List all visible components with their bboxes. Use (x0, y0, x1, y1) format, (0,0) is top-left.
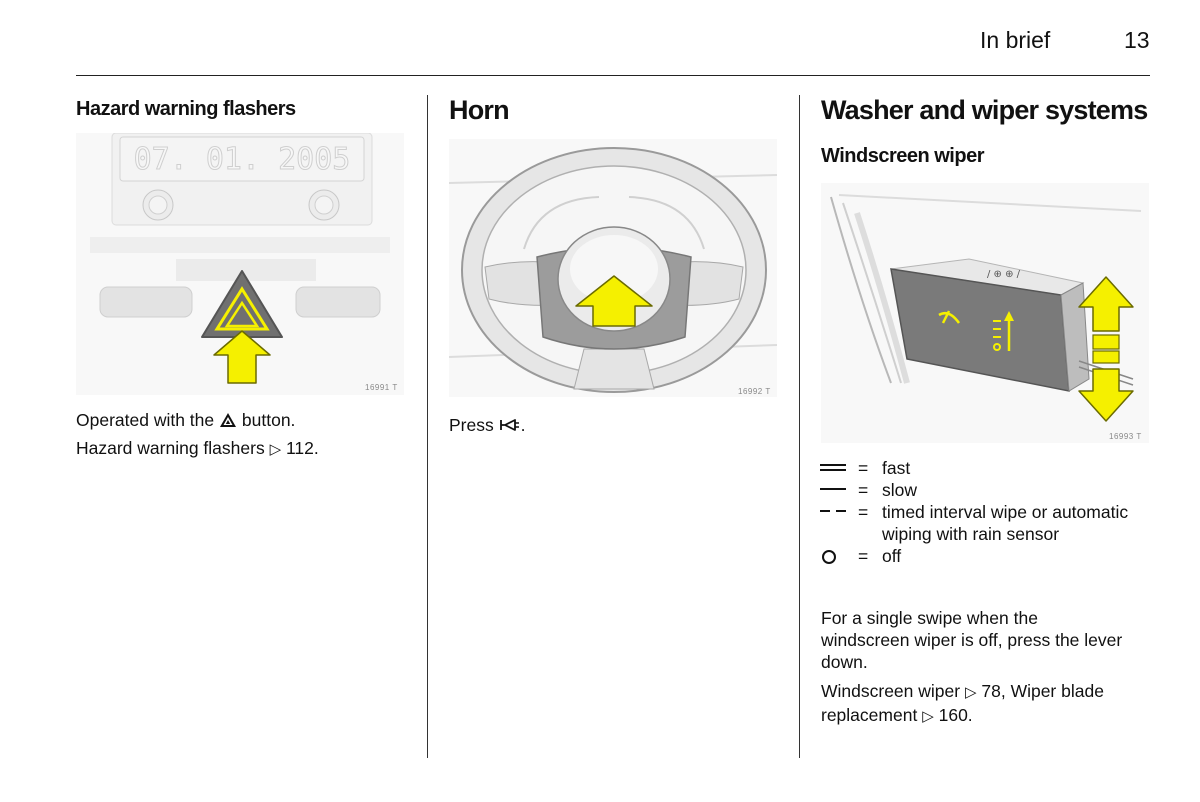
horn-illustration (449, 139, 777, 397)
horn-text (449, 415, 525, 436)
hazard-text-1-pre: Operated with the (76, 410, 215, 430)
svg-text:/ ⊕ ⊕ /: / ⊕ ⊕ / (987, 269, 1021, 280)
page-number: 13 (1124, 27, 1150, 53)
hazard-text-1 (76, 410, 295, 431)
hazard-icon (219, 412, 237, 428)
wiper-ref-text-b: 78, Wiper blade replacement (821, 681, 1104, 725)
hazard-heading: Hazard warning flashers (76, 98, 296, 120)
wiper-ref-text-a: Windscreen wiper (821, 681, 961, 701)
dashed-line-icon (820, 501, 858, 523)
legend-eq: = (858, 546, 869, 566)
wiper-legend (820, 457, 1150, 567)
legend-eq: = (858, 480, 869, 500)
wiper-subheading: Windscreen wiper (821, 145, 984, 167)
horn-icon (499, 417, 521, 433)
legend-text: off (882, 546, 902, 566)
double-line-icon (820, 457, 858, 479)
legend-row-off (820, 545, 1150, 567)
page-ref-icon: ▷ (964, 684, 977, 701)
page-ref-icon: ▷ (922, 708, 934, 725)
wiper-paragraph-2 (821, 680, 1121, 728)
wiper-illustration (821, 183, 1149, 443)
hazard-illustration (76, 133, 404, 395)
wiper-figure (821, 183, 1149, 443)
legend-text: fast (882, 458, 911, 478)
legend-eq: = (858, 458, 869, 478)
hazard-text-1-post: button. (241, 410, 296, 430)
hazard-text-2-pre: Hazard warning flashers (76, 438, 265, 458)
legend-eq: = (858, 502, 869, 522)
page-ref-icon: ▷ (269, 441, 282, 458)
legend-row-interval (820, 501, 1150, 545)
wiper-paragraph-1: For a single swipe when the windscreen wiper is off, press the lever down. (821, 608, 1123, 672)
horn-text-post: . (520, 415, 526, 435)
horn-figure (449, 139, 777, 397)
legend-text: slow (882, 480, 918, 500)
hazard-text-2 (76, 438, 319, 460)
legend-row-fast (820, 457, 1150, 479)
horn-heading: Horn (449, 95, 509, 125)
hazard-page-ref: 112. (286, 438, 319, 458)
column-divider-1 (427, 95, 428, 758)
wiper-figure-number: 16993 T (1109, 432, 1142, 441)
horn-figure-number: 16992 T (738, 387, 771, 396)
column-divider-2 (799, 95, 800, 758)
horn-text-pre: Press (449, 415, 494, 435)
legend-row-slow (820, 479, 1150, 501)
wiper-ref-text-c: 160. (938, 705, 973, 725)
single-line-icon (820, 479, 858, 501)
legend-text: timed interval wipe or automatic wiping with rain sensor (882, 502, 1129, 544)
hazard-figure-number: 16991 T (365, 383, 398, 392)
display-digits: 07. 01. 2005 (133, 142, 351, 177)
circle-icon (820, 545, 858, 567)
hazard-figure (76, 133, 404, 395)
header-rule (76, 75, 1150, 76)
wiper-heading: Washer and wiper systems (821, 95, 1148, 125)
section-title: In brief (980, 27, 1051, 53)
